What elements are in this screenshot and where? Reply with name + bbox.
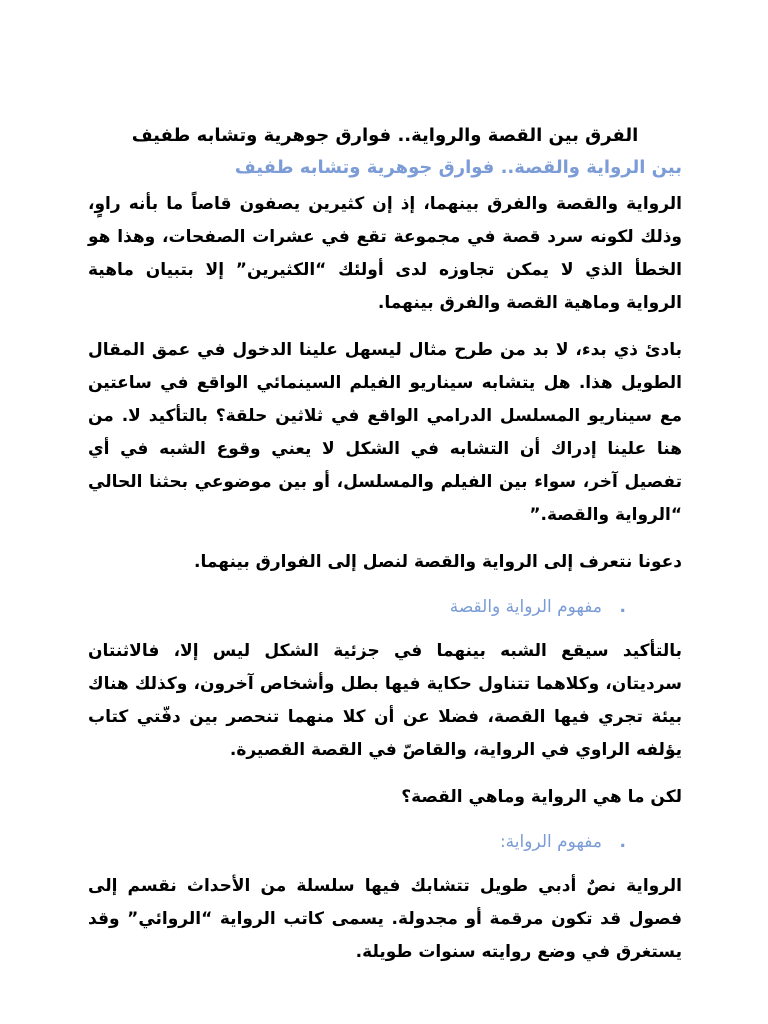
document-title: الفرق بين القصة والرواية.. فوارق جوهرية وتشابه طفيف: [131, 125, 639, 146]
paragraph-intro: الرواية والقصة والفرق بينهما، إذ إن كثيرين يصفون قاصاً ما بأنه راوٍ، وذلك لكونه سرد قصة في مجموعة تقع في عشرات الصفحات، وهذا هو الخطأ الذي لا يمكن تجاوزه لدى أولئك “الكثيرين” إلا بتبيان ماهية الرواية وماهية القصة والفرق بينهما.: [88, 194, 682, 313]
bullet-item-concept: [88, 593, 682, 621]
bullet-item-novel: [88, 828, 682, 856]
bullet-label: مفهوم الرواية:: [499, 832, 602, 852]
paragraph-lead: دعونا نتعرف إلى الرواية والقصة لنصل إلى الفوارق بينهما.: [193, 552, 682, 572]
section-heading: بين الرواية والقصة.. فوارق جوهرية وتشابه طفيف: [234, 157, 682, 178]
bullet-marker: .: [619, 832, 626, 852]
bullet-marker: .: [619, 597, 626, 617]
paragraph-similarity: بالتأكيد سيقع الشبه بينهما في جزئية الشكل ليس إلا، فالاثنتان سرديتان، وكلاهما تتناول حكاية فيها بطل وأشخاص آخرون، وكذلك هناك بيئة تجري فيها القصة، فضلا عن أن كلا منهما تنحصر بين دفّتي كتاب يؤلفه الراوي في الرواية، والقاصّ في القصة القصيرة.: [88, 641, 682, 760]
paragraph-novel-definition: الرواية نصٌ أدبي طويل تتشابك فيها سلسلة من الأحداث نقسم إلى فصول قد تكون مرقمة أو مجدولة. يسمى كاتب الرواية “الروائي” وقد يستغرق في وضع روايته سنوات طويلة.: [88, 876, 682, 962]
paragraph-question: لكن ما هي الرواية وماهي القصة؟: [401, 787, 682, 807]
paragraph-example: بادئ ذي بدء، لا بد من طرح مثال ليسهل علينا الدخول في عمق المقال الطويل هذا. هل يتشابه سيناريو الفيلم السينمائي الواقع في ساعتين مع سيناريو المسلسل الدرامي الواقع في ثلاثين حلقة؟ بالتأكيد لا. من هنا علينا إدراك أن التشابه في الشكل لا يعني وقوع الشبه في أي تفصيل آخر، سواء بين الفيلم والمسلسل، أو بين موضوعي بحثنا الحالي “الرواية والقصة.”: [88, 340, 682, 525]
bullet-label: مفهوم الرواية والقصة: [449, 597, 602, 617]
